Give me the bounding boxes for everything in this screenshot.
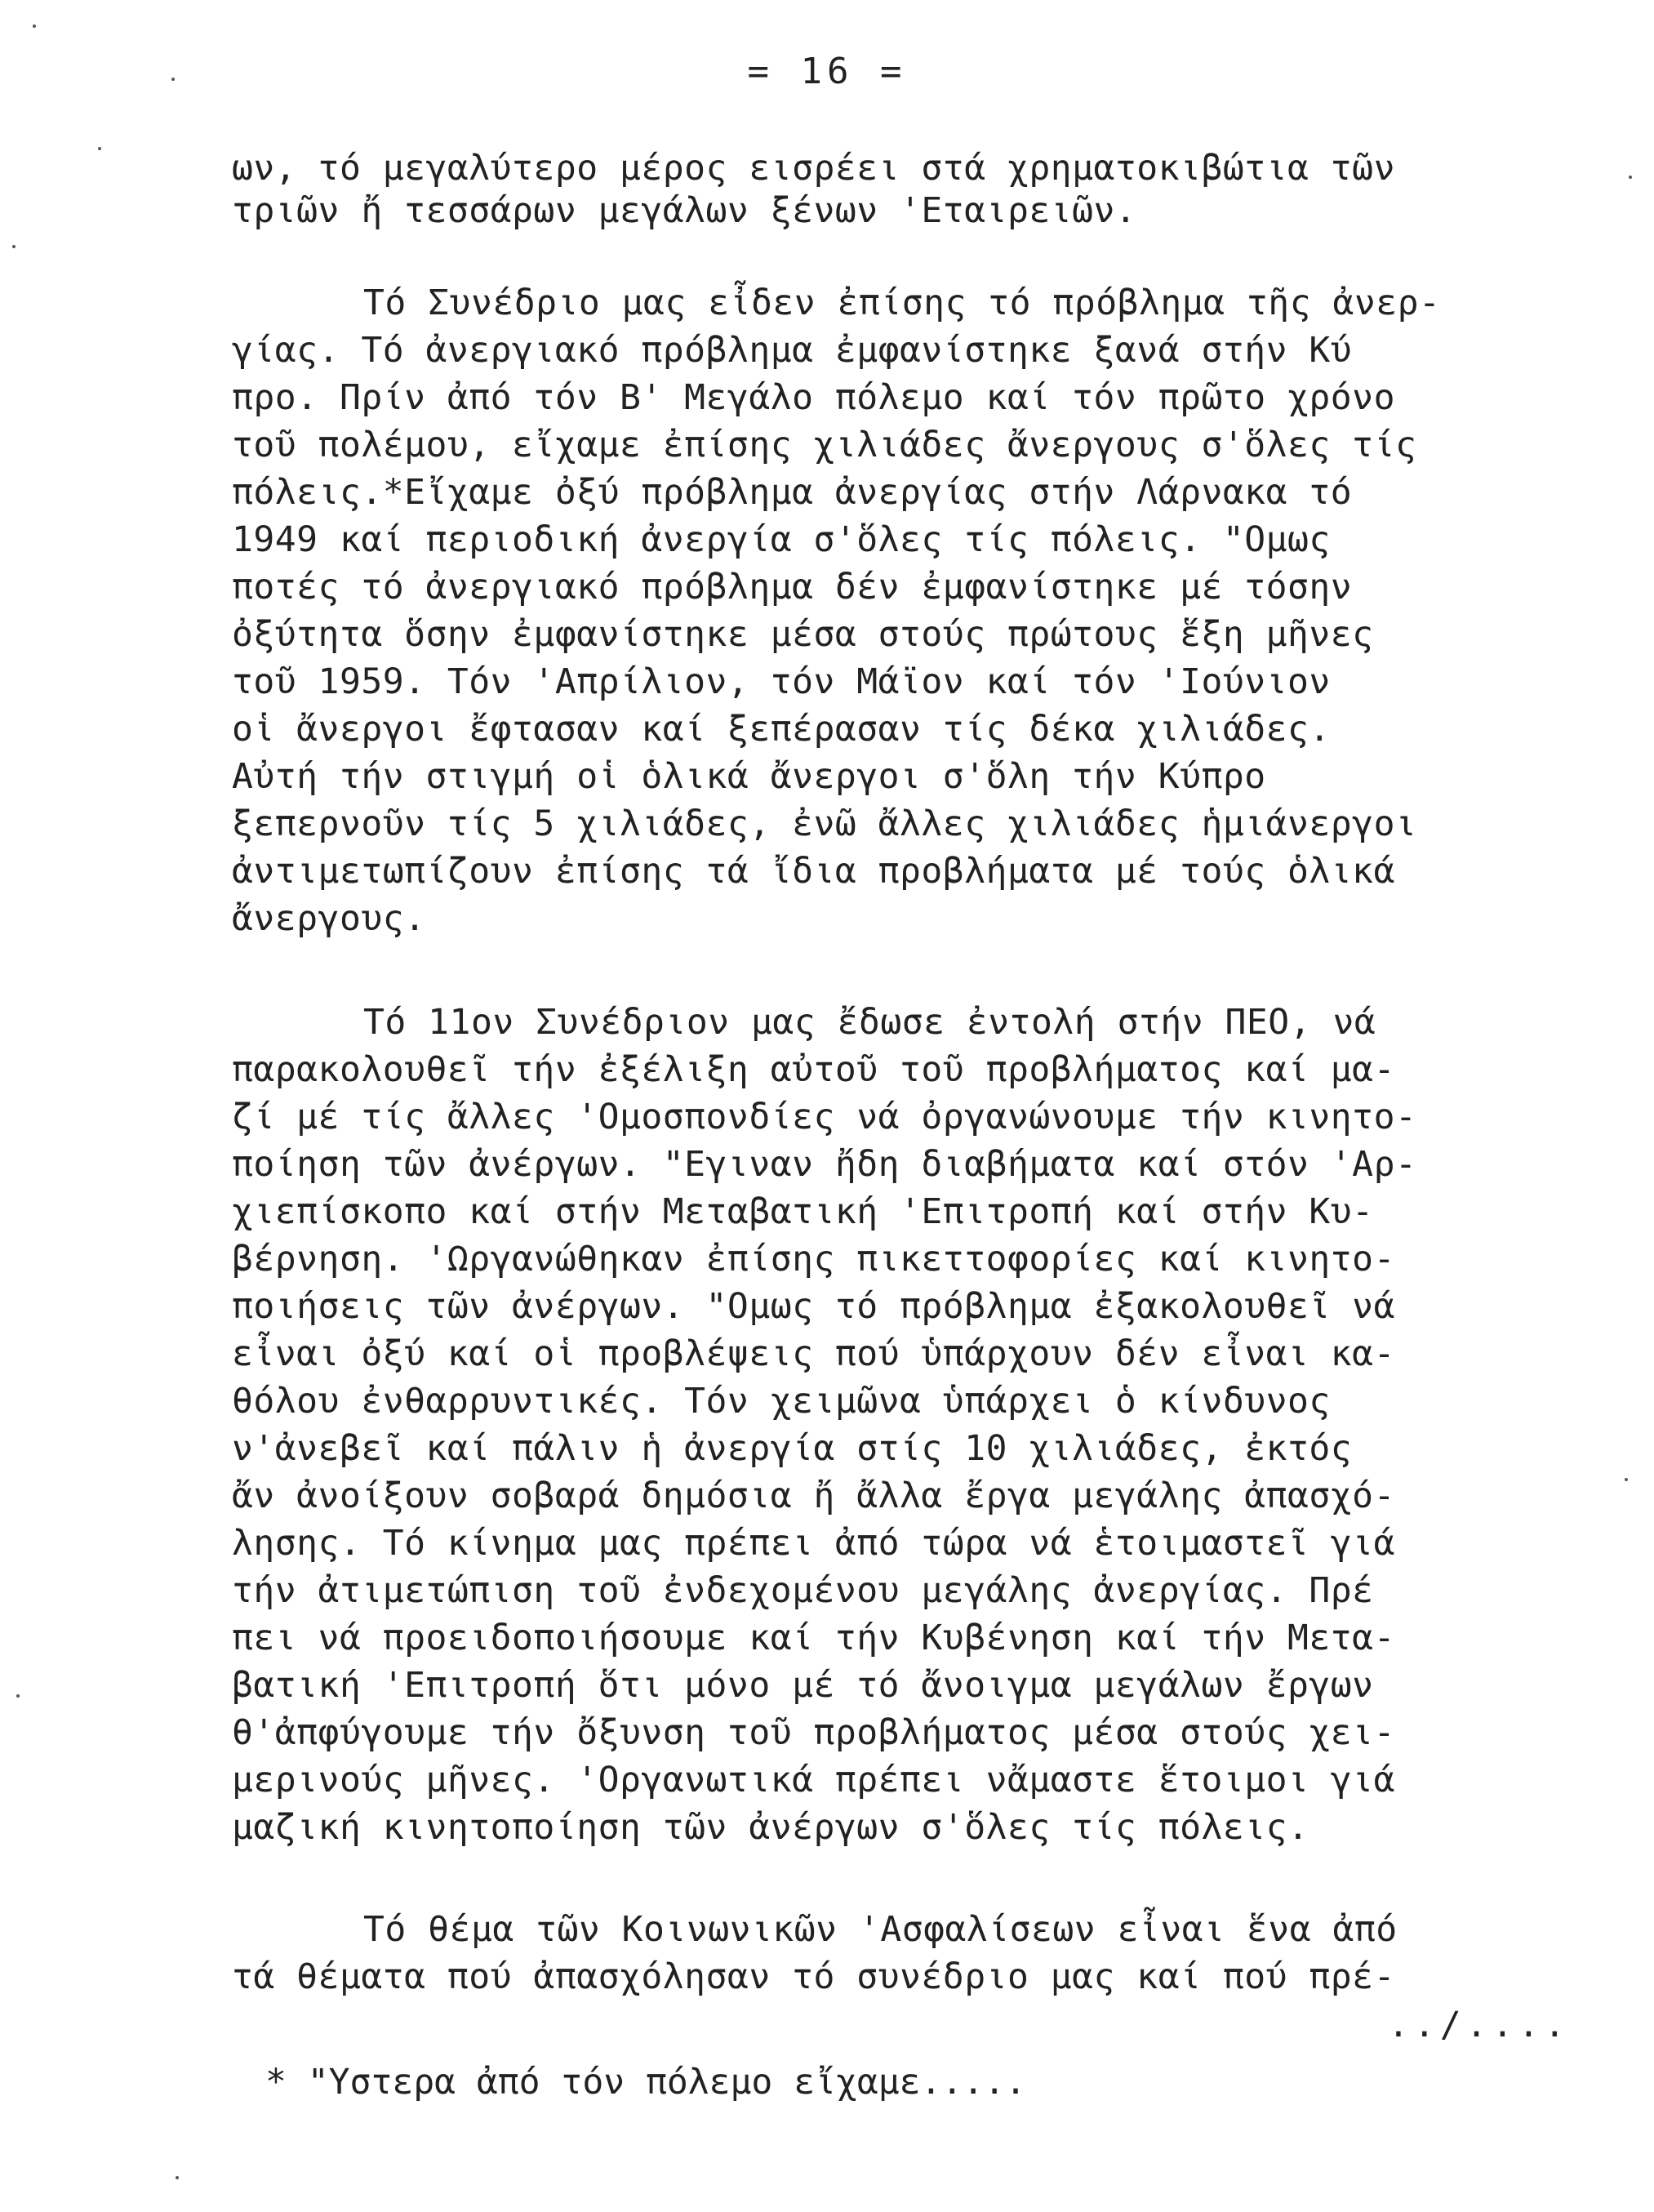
- text-line: Τό 11ον Συνέδριον μας ἔδωσε ἐντολή στήν ΠΕΟ, νά: [363, 1002, 1376, 1043]
- text-line: πόλεις.*Εἴχαμε ὀξύ πρόβλημα ἀνεργίας στήν Λάρνακα τό: [232, 472, 1353, 513]
- text-line: μαζική κινητοποίηση τῶν ἀνέργων σ'ὅλες τίς πόλεις.: [232, 1807, 1309, 1848]
- text-line: ἄνεργους.: [232, 898, 426, 939]
- text-line: ων, τό μεγαλύτερο μέρος εισρέει στά χρηματοκιβώτια τῶν: [232, 148, 1395, 189]
- text-line: βατική 'Επιτροπή ὅτι μόνο μέ τό ἄνοιγμα μεγάλων ἔργων: [232, 1665, 1374, 1706]
- text-line: τοῦ 1959. Τόν 'Απρίλιον, τόν Μάϊον καί τόν 'Ιούνιον: [232, 661, 1331, 702]
- text-line: ποτές τό ἀνεργιακό πρόβλημα δέν ἐμφανίστηκε μέ τόσην: [232, 567, 1353, 608]
- text-line: οἱ ἄνεργοι ἔφτασαν καί ξεπέρασαν τίς δέκα χιλιάδες.: [232, 709, 1331, 750]
- text-line: θ'ἀπφύγουμε τήν ὄξυνση τοῦ προβλήματος μέσα στούς χει-: [232, 1712, 1395, 1753]
- text-line: 1949 καί περιοδική ἀνεργία σ'ὅλες τίς πόλεις. "Ομως: [232, 519, 1331, 560]
- text-line: τριῶν ἤ τεσσάρων μεγάλων ξένων 'Εταιρειῶν.: [232, 190, 1137, 231]
- text-line: μερινούς μῆνες. 'Οργανωτικά πρέπει νἄμαστε ἕτοιμοι γιά: [232, 1760, 1395, 1800]
- text-line: ἄν ἀνοίξουν σοβαρά δημόσια ἤ ἄλλα ἔργα μεγάλης ἀπασχό-: [232, 1475, 1395, 1516]
- footnote: * "Υστερα ἀπό τόν πόλεμο εἴχαμε.....: [265, 2062, 1026, 2103]
- continuation-mark: ../....: [1388, 2005, 1571, 2045]
- text-line: εἶναι ὀξύ καί οἱ προβλέψεις πού ὑπάρχουν δέν εἶναι κα-: [232, 1333, 1395, 1374]
- text-line: προ. Πρίν ἀπό τόν Β' Μεγάλο πόλεμο καί τόν πρῶτο χρόνο: [232, 377, 1395, 418]
- text-line: Τό Συνέδριο μας εἶδεν ἐπίσης τό πρόβλημα τῆς ἀνερ-: [363, 283, 1441, 323]
- text-line: βέρνηση. 'Ωργανώθηκαν ἐπίσης πικεττοφορίες καί κινητο-: [232, 1239, 1395, 1280]
- scan-speck: [33, 24, 36, 28]
- text-line: ποίηση τῶν ἀνέργων. "Εγιναν ἤδη διαβήματα καί στόν 'Αρ-: [232, 1144, 1417, 1185]
- text-line: λησης. Τό κίνημα μας πρέπει ἀπό τώρα νά ἑτοιμαστεῖ γιά: [232, 1523, 1395, 1564]
- scan-speck: [98, 147, 101, 150]
- text-line: ἀντιμετωπίζουν ἐπίσης τά ἴδια προβλήματα μέ τούς ὁλικά: [232, 851, 1395, 892]
- scan-speck: [176, 2176, 179, 2179]
- text-line: ποιήσεις τῶν ἀνέργων. "Ομως τό πρόβλημα ἐξακολουθεῖ νά: [232, 1286, 1395, 1327]
- scan-speck: [171, 78, 175, 81]
- text-line: ὀξύτητα ὅσην ἐμφανίστηκε μέσα στούς πρώτους ἕξη μῆνες: [232, 614, 1374, 655]
- scan-speck: [1629, 176, 1632, 179]
- text-line: χιεπίσκοπο καί στήν Μεταβατική 'Επιτροπή καί στήν Κυ-: [232, 1191, 1374, 1232]
- text-line: Τό θέμα τῶν Κοινωνικῶν 'Ασφαλίσεων εἶναι ἕνα ἀπό: [363, 1909, 1398, 1950]
- text-line: τήν ἀτιμετώπιση τοῦ ἐνδεχομένου μεγάλης ἀνεργίας. Πρέ: [232, 1570, 1374, 1611]
- text-line: ζί μέ τίς ἄλλες 'Ομοσπονδίες νά ὀργανώνουμε τήν κινητο-: [232, 1097, 1417, 1137]
- text-line: Αὐτή τήν στιγμή οἱ ὁλικά ἄνεργοι σ'ὅλη τήν Κύπρο: [232, 756, 1266, 797]
- scan-speck: [12, 245, 16, 248]
- scan-speck: [1625, 1478, 1628, 1481]
- text-line: παρακολουθεῖ τήν ἐξέλιξη αὐτοῦ τοῦ προβλήματος καί μα-: [232, 1049, 1395, 1090]
- text-line: γίας. Τό ἀνεργιακό πρόβλημα ἐμφανίστηκε ξανά στήν Κύ: [232, 330, 1353, 371]
- scan-speck: [16, 1694, 20, 1698]
- page-number: = 16 =: [747, 51, 907, 92]
- text-line: ν'ἀνεβεῖ καί πάλιν ἡ ἀνεργία στίς 10 χιλιάδες, ἐκτός: [232, 1428, 1353, 1469]
- text-line: θόλου ἐνθαρρυντικές. Τόν χειμῶνα ὑπάρχει ὁ κίνδυνος: [232, 1381, 1331, 1422]
- text-line: ξεπερνοῦν τίς 5 χιλιάδες, ἐνῶ ἄλλες χιλιάδες ἡμιάνεργοι: [232, 803, 1417, 844]
- text-line: τοῦ πολέμου, εἴχαμε ἐπίσης χιλιάδες ἄνεργους σ'ὅλες τίς: [232, 425, 1417, 465]
- text-line: πει νά προειδοποιήσουμε καί τήν Κυβένηση καί τήν Μετα-: [232, 1618, 1395, 1658]
- text-line: τά θέματα πού ἀπασχόλησαν τό συνέδριο μας καί πού πρέ-: [232, 1956, 1395, 1997]
